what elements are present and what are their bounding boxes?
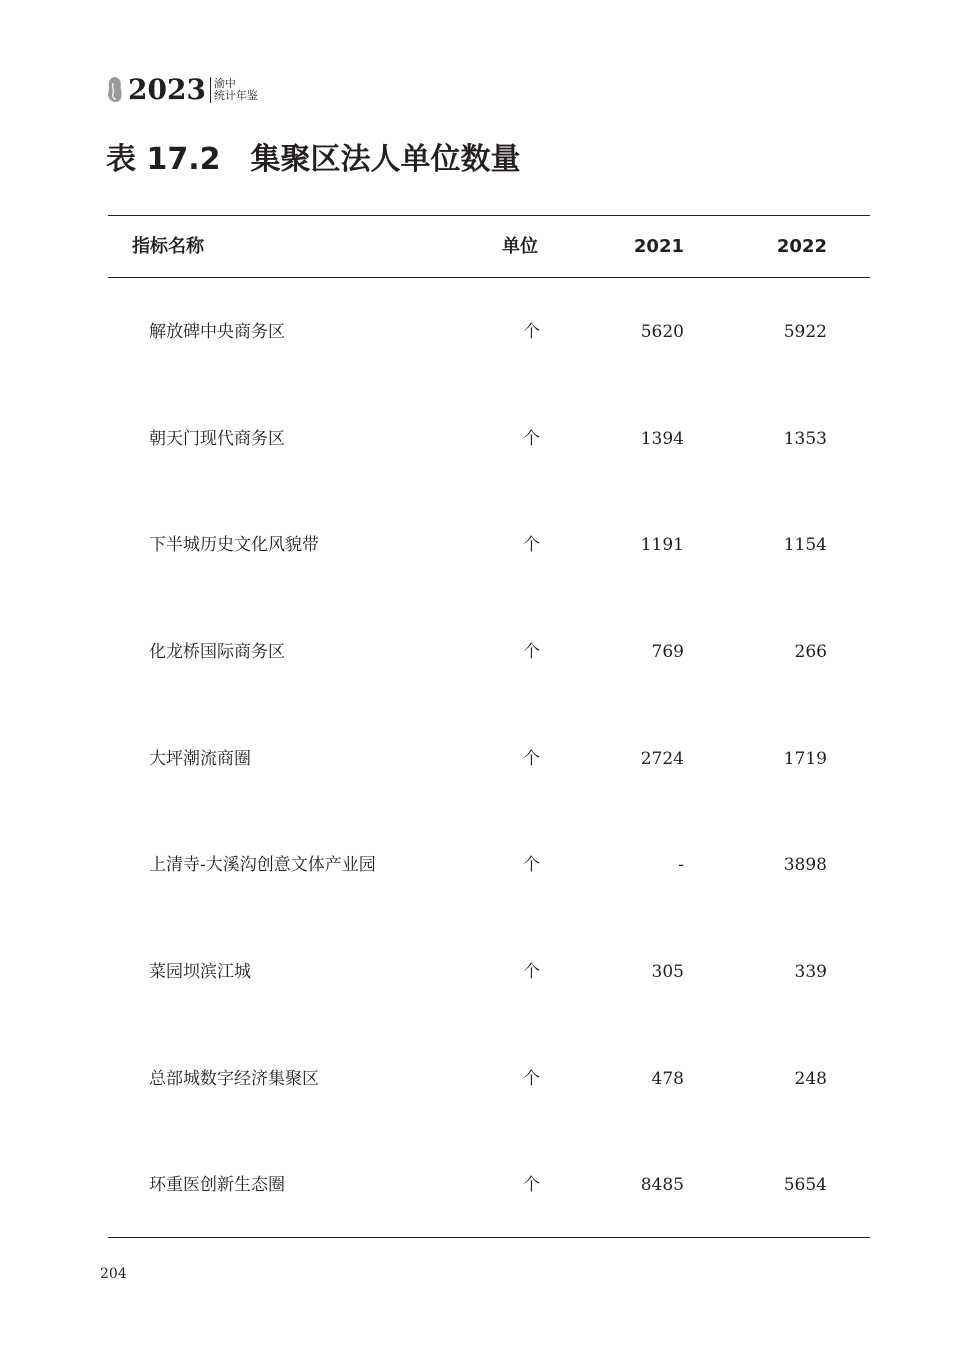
column-header-name: 指标名称 [132,236,204,257]
row-value-2021: 1394 [640,429,684,449]
row-value-2021: 305 [651,962,684,982]
row-value-2022: 1719 [783,749,827,769]
row-unit: 个 [523,962,540,982]
table-number: 表 17.2 [106,142,221,177]
column-header-2022: 2022 [776,236,827,257]
yearbook-logo-icon [106,75,124,105]
row-name: 化龙桥国际商务区 [149,642,285,662]
table-row [108,747,870,771]
row-unit: 个 [523,1069,540,1089]
table-header [108,216,870,277]
row-value-2021: 5620 [640,322,684,342]
brand-line-1: 渝中 [213,77,236,90]
row-value-2022: 3898 [783,855,827,875]
page-number: 204 [100,1266,127,1282]
row-value-2021: 478 [651,1069,684,1089]
row-name: 大坪潮流商圈 [149,749,251,769]
table-bottom-rule [108,1237,870,1238]
row-value-2022: 5654 [783,1175,827,1195]
yearbook-header [106,70,258,110]
row-unit: 个 [523,322,540,342]
table-row [108,853,870,877]
table-row [108,960,870,984]
brand-line-2: 统计年鉴 [213,89,258,102]
header-divider [210,77,211,103]
row-value-2021: 8485 [640,1175,684,1195]
row-unit: 个 [523,429,540,449]
row-name: 朝天门现代商务区 [149,429,285,449]
table-row [108,427,870,451]
row-unit: 个 [523,535,540,555]
row-value-2022: 1154 [783,535,827,555]
row-value-2022: 248 [794,1069,827,1089]
row-name: 下半城历史文化风貌带 [149,535,319,555]
yearbook-brand [214,78,258,102]
row-unit: 个 [523,1175,540,1195]
row-value-2022: 5922 [783,322,827,342]
row-unit: 个 [523,642,540,662]
row-value-2021: - [678,855,684,875]
row-value-2022: 1353 [783,429,827,449]
row-name: 总部城数字经济集聚区 [149,1069,319,1089]
row-name: 菜园坝滨江城 [149,962,251,982]
table-row [108,640,870,664]
row-value-2022: 339 [794,962,827,982]
row-value-2021: 1191 [640,535,684,555]
yearbook-year: 2023 [128,73,206,106]
row-unit: 个 [523,749,540,769]
row-name: 上清寺-大溪沟创意文体产业园 [149,855,376,875]
row-value-2021: 2724 [640,749,684,769]
row-unit: 个 [523,855,540,875]
table-row [108,1067,870,1091]
row-name: 解放碑中央商务区 [149,322,285,342]
table-row [108,1173,870,1197]
row-value-2021: 769 [651,642,684,662]
column-header-2021: 2021 [633,236,684,257]
row-name: 环重医创新生态圈 [149,1175,285,1195]
table-row [108,320,870,344]
table-row [108,533,870,557]
table-title [106,140,520,180]
table-header-rule [108,277,870,278]
column-header-unit: 单位 [502,236,538,257]
table-title-text: 集聚区法人单位数量 [250,142,521,177]
row-value-2022: 266 [794,642,827,662]
